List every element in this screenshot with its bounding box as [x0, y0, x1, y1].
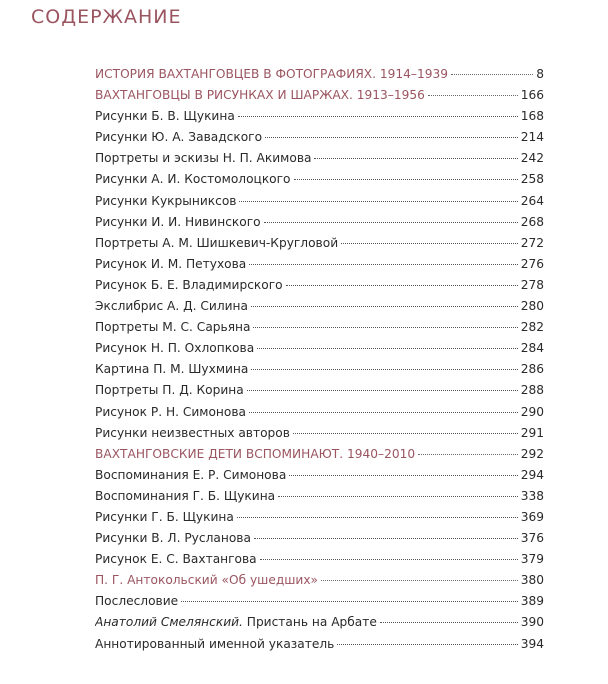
page-title: СОДЕРЖАНИЕ: [31, 6, 182, 28]
toc-page-number: 376: [520, 531, 544, 546]
toc-page-number: 394: [520, 636, 544, 651]
toc-entry-row: [95, 236, 544, 257]
toc-entry-row: [95, 594, 544, 615]
toc-section-row: [95, 447, 544, 468]
toc-page-number: 258: [520, 172, 544, 187]
toc-entry-title: Портреты П. Д. Корина: [95, 383, 244, 398]
toc-leader-dots: [253, 327, 517, 328]
toc-entry-title: Рисунок Р. Н. Симонова: [95, 404, 247, 419]
toc-entry-row: [95, 615, 544, 636]
toc-entry-title: Портреты А. М. Шишкевич-Кругловой: [95, 235, 339, 250]
toc-leader-dots: [260, 559, 518, 560]
toc-entry-title: Картина П. М. Шухмина: [95, 362, 249, 377]
toc-leader-dots: [314, 158, 517, 159]
toc-entry-row: [95, 194, 544, 215]
toc-page-number: 272: [520, 235, 544, 250]
toc-entry-row: [95, 383, 544, 404]
toc-entry-title-text: Пристань на Арбате: [242, 615, 377, 630]
toc-entry-author: Анатолий Смелянский.: [95, 615, 243, 630]
toc-entry-row: [95, 552, 544, 573]
toc-entry-row: [95, 637, 544, 658]
toc-page-number: 291: [520, 425, 544, 440]
toc-leader-dots: [249, 412, 518, 413]
toc-page-number: 8: [536, 67, 544, 81]
toc-entry-row: [95, 341, 544, 362]
toc-entry-row: [95, 172, 544, 193]
toc-entry-row: [95, 130, 544, 151]
toc-leader-dots: [254, 538, 518, 539]
toc-entry-title: Аннотированный именной указатель: [95, 636, 335, 651]
toc-page-number: 369: [520, 509, 544, 524]
toc-entry-row: [95, 215, 544, 236]
toc-leader-dots: [238, 116, 518, 117]
toc-page-number: 264: [520, 193, 544, 208]
toc-entry-row: [95, 109, 544, 130]
toc-section-row: [95, 67, 544, 88]
toc-page-number: 294: [520, 467, 544, 482]
toc-entry-title: Экслибрис А. Д. Силина: [95, 299, 248, 314]
toc-entry-title: Рисунок Н. П. Охлопкова: [95, 341, 255, 356]
toc-leader-dots: [428, 95, 518, 96]
toc-leader-dots: [321, 580, 518, 581]
toc-entry-row: [95, 320, 544, 341]
toc-page-number: 389: [520, 594, 544, 609]
toc-entry-title: Рисунки неизвестных авторов: [95, 425, 290, 440]
toc-leader-dots: [237, 517, 518, 518]
toc-page-number: 379: [520, 552, 544, 567]
toc-page-number: 286: [520, 362, 544, 377]
toc-page-number: 268: [520, 214, 544, 229]
toc-leader-dots: [289, 475, 517, 476]
toc-entry-row: [95, 257, 544, 278]
toc-entry-title: ВАХТАНГОВСКИЕ ДЕТИ ВСПОМИНАЮТ. 1940–2010: [95, 446, 416, 461]
toc-leader-dots: [341, 243, 518, 244]
toc-page-number: 278: [520, 277, 544, 292]
toc-entry-row: [95, 573, 544, 594]
toc-page-number: 288: [520, 383, 544, 398]
toc-entry-title: Воспоминания Е. Р. Симонова: [95, 467, 287, 482]
toc-page-number: 292: [520, 446, 544, 461]
toc-page-number: 282: [520, 320, 544, 335]
toc-entry-title: П. Г. Антокольский «Об ушедших»: [95, 573, 318, 588]
toc-leader-dots: [257, 348, 518, 349]
toc-entry-title: Рисунок И. М. Петухова: [95, 256, 247, 271]
toc-entry-row: [95, 299, 544, 320]
toc-leader-dots: [286, 285, 518, 286]
toc-entry-row: [95, 489, 544, 510]
toc-leader-dots: [264, 222, 518, 223]
toc-entry-row: [95, 362, 544, 383]
toc-entry-title: ВАХТАНГОВЦЫ В РИСУНКАХ И ШАРЖАХ. 1913–1956: [95, 88, 425, 103]
toc-leader-dots: [251, 369, 517, 370]
toc-page-number: 380: [520, 573, 544, 588]
toc-page-number: 390: [520, 615, 544, 630]
toc-leader-dots: [278, 496, 518, 497]
toc-page-number: 242: [520, 151, 544, 166]
toc-entry-title: Послесловие: [95, 594, 179, 609]
toc-leader-dots: [265, 137, 518, 138]
toc-entry-title: Портреты и эскизы Н. П. Акимова: [95, 151, 312, 166]
toc-page-number: 214: [520, 130, 544, 145]
table-of-contents: [95, 67, 544, 658]
toc-entry-title: Портреты М. С. Сарьяна: [95, 320, 251, 335]
toc-page-number: 168: [520, 109, 544, 124]
toc-leader-dots: [418, 454, 518, 455]
toc-entry-title: Рисунок Б. Е. Владимирского: [95, 277, 283, 292]
toc-entry-title: ИСТОРИЯ ВАХТАНГОВЦЕВ В ФОТОГРАФИЯХ. 1914–1939: [95, 67, 449, 81]
toc-entry-title: [95, 615, 377, 629]
toc-leader-dots: [251, 306, 518, 307]
toc-entry-row: [95, 468, 544, 489]
toc-page-number: 284: [520, 341, 544, 356]
toc-leader-dots: [294, 179, 518, 180]
toc-leader-dots: [337, 644, 517, 645]
toc-section-row: [95, 88, 544, 109]
toc-entry-row: [95, 151, 544, 172]
toc-page-number: 166: [520, 88, 544, 103]
toc-entry-title: Рисунки Б. В. Щукина: [95, 109, 235, 124]
toc-page-number: 290: [520, 404, 544, 419]
toc-page-number: 276: [520, 256, 544, 271]
toc-entry-title: Рисунки А. И. Костомолоцкого: [95, 172, 291, 187]
toc-entry-title: Рисунок Е. С. Вахтангова: [95, 552, 257, 567]
toc-entry-title: Рисунки Кукрыниксов: [95, 193, 237, 208]
toc-leader-dots: [293, 433, 518, 434]
toc-entry-row: [95, 531, 544, 552]
toc-leader-dots: [380, 622, 518, 623]
toc-leader-dots: [239, 201, 517, 202]
toc-entry-title: Рисунки В. Л. Русланова: [95, 531, 251, 546]
toc-page-number: 338: [520, 488, 544, 503]
toc-entry-title: Рисунки И. И. Нивинского: [95, 214, 261, 229]
toc-entry-title: Воспоминания Г. Б. Щукина: [95, 488, 276, 503]
toc-entry-row: [95, 510, 544, 531]
toc-entry-title: Рисунки Ю. А. Завадского: [95, 130, 263, 145]
toc-entry-row: [95, 405, 544, 426]
toc-entry-row: [95, 426, 544, 447]
toc-entry-title: Рисунки Г. Б. Щукина: [95, 509, 234, 524]
toc-leader-dots: [181, 601, 518, 602]
toc-leader-dots: [249, 264, 517, 265]
toc-page-number: 280: [520, 299, 544, 314]
toc-entry-row: [95, 278, 544, 299]
toc-leader-dots: [451, 74, 533, 75]
toc-leader-dots: [247, 390, 518, 391]
